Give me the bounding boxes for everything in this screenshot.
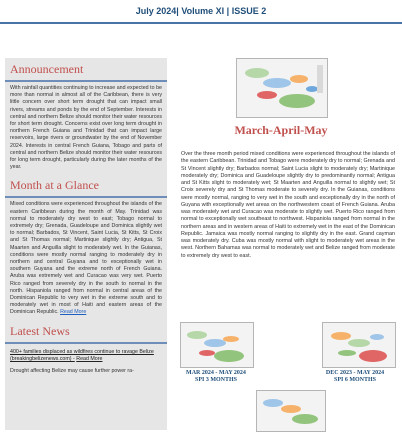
spi-additional-map xyxy=(256,390,326,432)
news-item-1-link[interactable]: 400+ families displaced as wildfires continue to ravage Belize (breakingbelizenews.com) - xyxy=(10,348,154,363)
spi-3-month-date-range: MAR 2024 - MAY 2024 xyxy=(186,370,246,376)
month-glance-read-more-link[interactable]: Read More xyxy=(60,309,87,316)
spi-6-month-caption xyxy=(310,370,400,384)
announcement-title: Announcement xyxy=(5,58,167,82)
news-item xyxy=(5,347,167,366)
caribbean-map-graphic xyxy=(181,323,253,367)
main-section-title: March-April-May xyxy=(234,123,328,137)
month-glance-body: Mixed conditions were experienced throughout the islands of the eastern Caribbean during the month of May. Trinidad was normal to moderately dry west to east; Tobago normal to extremely dry; Grenada, Guadeloupe and Dominica slightly wet to normal; Barbados, St Vincent, Saint Lucia, St Kitts, St Croix and St Thomas normal; Martinique slightly dry; Antigua, St Maarten and Anguilla slight to moderately wet. In the Guianas, conditions were mostly normal ranging to moderately dry in northern and central Guyana and to exceptionally wet in southern Guyana and the extreme north of French Guiana. Aruba was extremely wet and Curacao was very wet. Puerto Rico ranged from severely dry in the south to normal in the north. Hispaniola ranged from normal in central areas of the Dominican Republic to very wet in the extreme south and to moderately wet in most of Haiti and eastern areas of the Dominican Republic. xyxy=(10,201,162,316)
main-section-body: Over the three month period mixed conditions were experienced throughout the islands of the eastern Caribbean. Trinidad and Tobago were moderately dry to normal; Grenada and St Vincent slightly dry; Barbados normal; Saint Lucia slight to moderately dry; Martinique moderately dry; Dominica and Guadeloupe slightly dry to predominantly normal; Antigua and St Kitts slight to moderately wet; St Maarten and Anguilla normal to slightly wet; St Croix severely dry and St Thomas moderate to severely dry. In the Guianas, conditions were mostly normal, ranging to very wet in the south and exceptionally dry in the north of Guyana with exceptionally wet areas on the northwestern coast of French Guiana. Aruba was moderately wet and Curacao was moderate to slightly wet. Puerto Rico ranged from normal to exceptionally wet southeast to northwest. Hispaniola ranged from normal in the northern areas and in western areas of Haiti to extremely wet in the east of the Dominican Republic. Jamaica was mostly normal ranging to slightly dry in the east. Grand cayman was moderately dry. Cuba was mostly normal with slight to moderately wet areas in the west. Northern Bahamas was normal to moderately wet and Belize ranged from moderate to extremely dry west to east. xyxy=(181,151,395,259)
spi-3-month-map xyxy=(180,322,254,368)
spi-3-month-label: SPI 3 MONTHS xyxy=(194,377,237,383)
news-item-1-read-more-link[interactable]: Read More xyxy=(76,356,103,363)
left-sidebar xyxy=(5,58,167,430)
spi-6-month-map xyxy=(322,322,396,368)
spi-6-month-label: SPI 6 MONTHS xyxy=(333,377,376,383)
announcement-text: With rainfall quantities continuing to increase and expected to be more than normal in almost all of the Caribbean, there is very little concern over short term drought that can impact small rivers, streams and ponds by the end of September. Interests in central and northern Belize should monitor their water resources for short term drought. Concerns exist over long term drought in northern French Guiana and Trinidad that can impact large reservoirs, large rivers or groundwater by the end of November 2024. Interests in central French Guiana, Tobago and parts of central and northern Belize should monitor their water resources for long term drought, particularly during the later months of the year. xyxy=(10,85,162,171)
latest-news-title: Latest News xyxy=(5,320,167,344)
news-item-2-text: Drought affecting Belize may cause further power ra- xyxy=(10,367,134,374)
news-item xyxy=(5,366,167,378)
issue-label: July 2024| Volume XI | ISSUE 2 xyxy=(135,6,267,16)
newsletter-header xyxy=(0,0,402,22)
caribbean-map-graphic xyxy=(323,323,395,367)
spi-3-month-caption xyxy=(170,370,262,384)
caribbean-map-graphic xyxy=(257,391,325,431)
month-glance-text xyxy=(5,201,167,319)
spi-6-month-date-range: DEC 2023 - MAY 2024 xyxy=(325,370,385,376)
header-divider xyxy=(0,22,402,24)
month-glance-title: Month at a Glance xyxy=(5,174,167,198)
spi-map-image xyxy=(236,58,328,118)
caribbean-map-graphic xyxy=(237,59,327,117)
